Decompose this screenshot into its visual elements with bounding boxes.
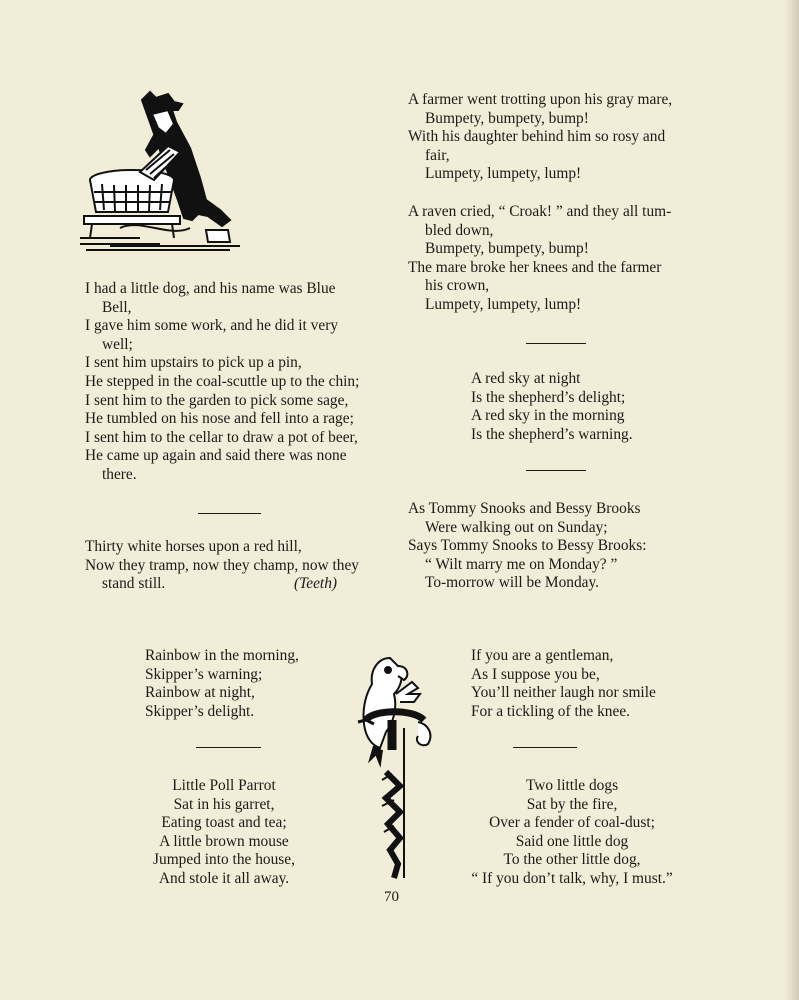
page-number: 70 [384,889,399,905]
riddle-answer: (Teeth) [294,575,338,592]
poem-line: Sat by the fire, [526,795,618,813]
poem-line: A little brown mouse [159,832,289,850]
poem-poll-parrot [130,777,318,889]
poem-line: Is the shepherd’s delight; [471,388,626,406]
section-divider [513,747,577,748]
poem-line: The mare broke her knees and the farmer [408,258,662,276]
poem-line: Is the shepherd’s warning. [471,425,633,443]
poem-line: Bumpety, bumpety, bump! [425,109,589,127]
poem-line: his crown, [425,277,490,295]
poem-farmer-stanza-2 [408,203,671,315]
poem-line: Now they tramp, now they champ, now they [85,556,359,574]
poem-line: Jumped into the house, [153,851,295,869]
poem-line: Skipper’s warning; [145,665,263,683]
poem-blue-bell [85,280,359,485]
poem-line: A red sky at night [471,370,581,387]
poem-line: Rainbow in the morning, [145,647,299,664]
poem-line: As I suppose you be, [471,665,600,683]
poem-line: Two little dogs [525,777,619,794]
poem-line: Eating toast and tea; [161,814,287,832]
poem-line: Lumpety, lumpety, lump! [425,295,582,313]
poem-line: fair, [425,146,450,164]
poem-two-dogs [452,777,692,889]
poem-line: I sent him to the cellar to draw a pot of beer, [85,428,358,446]
poem-line: He stepped in the coal-scuttle up to the chin; [85,372,360,390]
poem-line: Thirty white horses upon a red hill, [85,538,302,555]
poem-line: I had a little dog, and his name was Blue [85,280,336,297]
poem-farmer [408,91,672,184]
section-divider [526,343,586,344]
poem-line: there. [102,465,137,483]
poem-tommy-snooks [408,500,647,593]
poem-line: To-morrow will be Monday. [425,574,600,592]
poem-line: “ Wilt marry me on Monday? ” [425,555,618,573]
poem-line: Lumpety, lumpety, lump! [425,165,582,183]
poem-line: A raven cried, “ Croak! ” and they all tum- [408,203,672,220]
poem-line: Bumpety, bumpety, bump! [425,240,589,258]
poem-line: Says Tommy Snooks to Bessy Brooks: [408,537,647,555]
poem-red-sky [471,370,633,444]
poem-line: Skipper’s delight. [145,702,255,720]
parrot-illustration [352,650,442,892]
poem-line: I gave him some work, and he did it very [85,317,339,335]
section-divider [196,747,261,748]
dog-washing-illustration [80,88,248,256]
poem-line: “ If you don’t talk, why, I must.” [471,869,673,887]
poem-line: stand still. [102,575,166,593]
poem-line: A red sky in the morning [471,407,625,425]
poem-line: If you are a gentleman, [471,647,614,664]
poem-line: I sent him upstairs to pick up a pin, [85,354,302,372]
poem-rainbow [145,647,299,721]
poem-line: He came up again and said there was none [85,447,347,465]
poem-line: He tumbled on his nose and fell into a rage; [85,410,354,428]
poem-line: well; [102,335,133,353]
poem-line: Bell, [102,298,132,316]
poem-line: As Tommy Snooks and Bessy Brooks [408,500,641,517]
section-divider [198,513,261,514]
section-divider [526,470,586,471]
poem-line: Over a fender of coal-dust; [489,814,655,832]
poem-line: A farmer went trotting upon his gray mare, [408,91,673,108]
poem-line: Rainbow at night, [145,684,255,702]
poem-line: bled down, [425,221,494,239]
poem-gentleman [471,647,656,721]
page-edge-shadow [785,0,799,1000]
poem-line: Said one little dog [515,832,629,850]
poem-line: To the other little dog, [503,851,641,869]
poem-line: For a tickling of the knee. [471,702,630,720]
poem-line: You’ll neither laugh nor smile [471,684,656,702]
poem-line: I sent him to the garden to pick some sage, [85,391,349,409]
poem-line: Were walking out on Sunday; [425,518,608,536]
poem-line: Little Poll Parrot [172,777,276,794]
poem-line: And stole it all away. [158,869,290,887]
poem-line: Sat in his garret, [173,795,275,813]
poem-line: With his daughter behind him so rosy and [408,128,666,146]
